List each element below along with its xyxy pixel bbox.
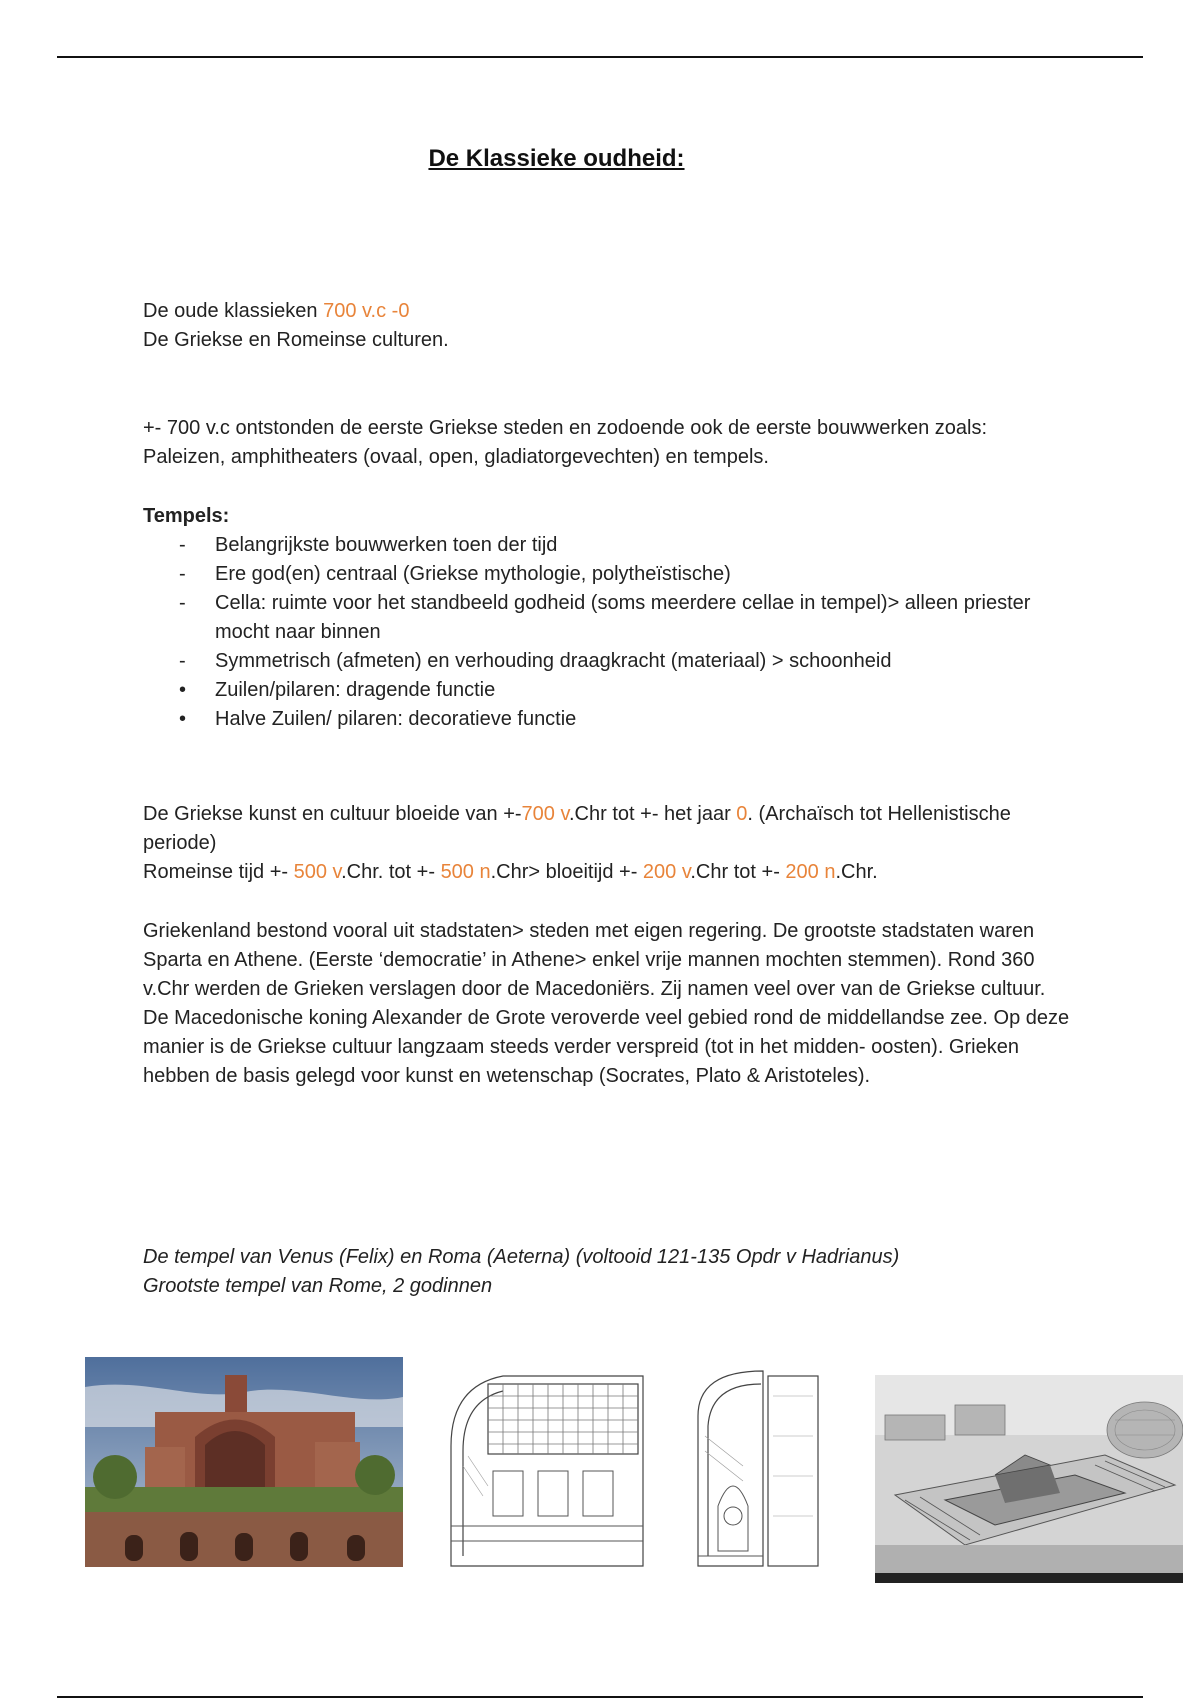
intro-line-1: De oude klassieken 700 v.c -0 [143,300,410,322]
caption-line-1: De tempel van Venus (Felix) en Roma (Aeterna) (voltooid 121-135 Opdr v Hadrianus) [143,1246,900,1268]
temple-ruins-photo-icon [85,1357,403,1567]
list-item: • Halve Zuilen/ pilaren: decoratieve functie [179,708,577,730]
page-title: De Klassieke oudheid: [428,145,685,172]
image-caption [143,1243,1073,1301]
caption-line-2: Grootste tempel van Rome, 2 godinnen [143,1275,493,1297]
history-paragraph: Griekenland bestond vooral uit stadstaten> steden met eigen regering. De grootste stadstaten waren Sparta en Athene. (Eerste ‘democratie’ in Athene> enkel vrije mannen mochten stemmen). Rond 360 v.Chr werden de Grieken verslagen door de Macedoniërs. Zij namen veel over van de Griekse cultuur. De Macedonische koning Alexander de Grote veroverde veel gebied rond de middellandse zee. Op deze manier is de Griekse cultuur langzaam steeds verder verspreid (tot in het midden- oosten). Grieken hebben de basis gelegd voor kunst en wetenschap (Socrates, Plato & Aristoteles). [143,920,1070,1087]
list-item: - Symmetrisch (afmeten) en verhouding draagkracht (materiaal) > schoonheid [179,650,892,672]
timeline-block [143,800,1073,887]
list-item: - Cella: ruimte voor het standbeeld godheid (soms meerdere cellae in tempel)> alleen priester mocht naar binnen [179,592,1031,643]
bottom-rule [57,1696,1143,1698]
list-item: - Belangrijkste bouwwerken toen der tijd [179,534,558,556]
temples-list [143,531,1073,734]
temple-reconstruction-engraving-icon [875,1375,1183,1583]
period-highlight: 700 v.c -0 [323,300,410,322]
intro-line-2: De Griekse en Romeinse culturen. [143,329,449,351]
list-item: - Ere god(en) centraal (Griekse mythologie, polytheïstische) [179,563,731,585]
intro-block [143,297,1073,355]
roman-period-line: Romeinse tijd +- 500 v.Chr. tot +- 500 n.Chr> bloeitijd +- 200 v.Chr tot +- 200 n.Chr. [143,861,878,883]
greek-period-line: De Griekse kunst en cultuur bloeide van +-700 v.Chr tot +- het jaar 0. (Archaïsch tot Hellenistische periode) [143,803,1011,854]
top-rule [57,56,1143,58]
temple-cross-section-drawing-icon [443,1356,843,1574]
temples-heading: Tempels: [143,505,230,527]
list-item: • Zuilen/pilaren: dragende functie [179,679,496,701]
temples-section [143,502,1073,734]
buildings-paragraph: +- 700 v.c ontstonden de eerste Griekse steden en zodoende ook de eerste bouwwerken zoals: Paleizen, amphitheaters (ovaal, open, gladiatorgevechten) en tempels. [143,417,988,468]
